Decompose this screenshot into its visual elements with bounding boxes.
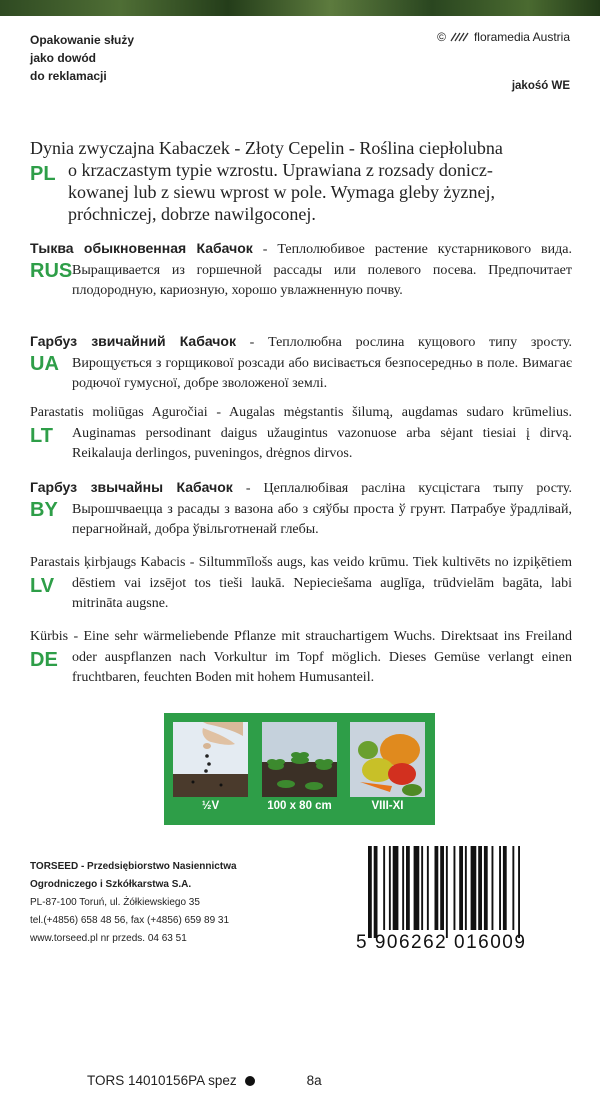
lang-code: RUS — [30, 260, 73, 282]
brand-name: floramedia Austria — [473, 30, 570, 44]
lang-body: - Теплолюбивое растение кустарникового вида. Выращивается из горшечной рассады или полевого посева. Предпочитает плодородную, кариозную, хорошо увлажненную почву. — [72, 242, 572, 298]
company-address: PL-87-100 Toruń, ul. Żółkiewskiego 35 — [30, 897, 200, 908]
lang-body: Kürbis - Eine sehr wärmeliebende Pflanze mit strauchartigem Wuchs. Direktsaat ins Freiland oder auspflanzen nach Vorkultur im Topf möglich. Dieses Gemüse verlangt einen fruchtbaren, feuchten Boden mit hohem Humusanteil. — [30, 629, 572, 685]
company-web: www.torseed.pl nr przeds. 04 63 51 — [30, 933, 187, 944]
lang-text-line: o krzaczastym typie wzrostu. Uprawiana z rozsady donicz- — [68, 160, 493, 180]
barcode-number: 5 906262 016009 — [356, 932, 527, 953]
lang-text — [30, 627, 572, 689]
lang-text — [30, 403, 572, 465]
lang-block-lv — [30, 553, 572, 615]
lang-text — [30, 553, 572, 615]
lang-body: Parastatis moliūgas Aguročiai - Augalas mėgstantis šilumą, augdamas sudaro krūmelius. Auginamas persodinant daigus užaugintus vazonuose arba sėjant tiesiai į dirvą. Reikalauja derlingos, puveningos, drėgnos dirvos. — [30, 405, 572, 461]
lang-body: - Теплолюбна рослина кущового типу зросту. Вирощується з горщикової розсади або висівається безпосередньо в поле. Вимагає родючої гумусної, добре зволоженої землі. — [72, 335, 572, 391]
lang-title: Гарбуз звичайний Кабачок — [30, 333, 236, 349]
lang-block-rus — [30, 238, 572, 302]
lang-block-lt — [30, 403, 572, 465]
lang-text-first-line: Dynia zwyczajna Kabaczek - Złoty Cepelin - Roślina ciepłolubna — [30, 138, 503, 158]
company-phone: tel.(+4856) 658 48 56, fax (+4856) 659 89 31 — [30, 915, 230, 926]
harvest-time-label: VIII-XI — [371, 800, 404, 812]
lang-code: PL — [30, 163, 56, 185]
print-code: TORS 14010156PA spez — [87, 1073, 237, 1088]
lang-code: LV — [30, 575, 55, 597]
bullet-dot — [245, 1076, 255, 1086]
complaint-line: do reklamacji — [30, 69, 107, 83]
floramedia-logo-icon — [450, 31, 470, 43]
brand-mark — [437, 30, 570, 44]
lang-text-line: kowanej lub z siewu wprost w pole. Wymaga gleby żyznej, — [68, 182, 495, 202]
lang-text-line: próchniczej, dobrze nawilgoconej. — [68, 204, 316, 224]
lang-text — [30, 137, 572, 225]
harvest-vegetables-icon — [350, 722, 425, 797]
lang-title: Тыква обыкновенная Кабачок — [30, 240, 253, 256]
complaint-line: jako dowód — [30, 51, 96, 65]
lang-title: Гарбуз звычайны Кабачок — [30, 479, 233, 495]
company-name-line: TORSEED - Przedsiębiorstwo Nasiennictwa — [30, 861, 237, 872]
footer — [87, 1073, 322, 1088]
lang-text — [30, 238, 572, 302]
lang-code: BY — [30, 499, 58, 521]
lang-block-by — [30, 477, 572, 541]
sowing-time-label: ½V — [201, 800, 220, 812]
spacing-label: 100 x 80 cm — [267, 800, 332, 812]
complaint-note — [30, 31, 134, 85]
lang-text — [30, 331, 572, 395]
lang-code: DE — [30, 649, 58, 671]
lang-text — [30, 477, 572, 541]
lang-code: UA — [30, 353, 59, 375]
barcode — [356, 846, 570, 956]
lang-block-de — [30, 627, 572, 689]
page-code: 8a — [306, 1073, 322, 1088]
lang-block-pl — [30, 137, 572, 225]
lang-code: LT — [30, 425, 53, 447]
growing-info-panel — [164, 713, 435, 825]
complaint-line: Opakowanie służy — [30, 33, 135, 47]
seedlings-spacing-icon — [262, 722, 337, 797]
company-info — [30, 858, 237, 948]
copyright-symbol: © — [437, 30, 446, 44]
quality-mark: jakośó WE — [511, 80, 570, 92]
company-name-line: Ogrodniczego i Szkółkarstwa S.A. — [30, 879, 192, 890]
sowing-hand-icon — [173, 722, 248, 797]
lang-body: - Цеплалюбівая расліна кусцістага тыпу росту. Вырошчваецца з расады з вазона або з сяўбы проста ў грунт. Патрабуе ўрадлівай, перагнойнай, добра ўвільготненай глебы. — [72, 481, 572, 537]
lang-block-ua — [30, 331, 572, 395]
lang-body: Parastais ķirbjaugs Kabacis - Siltummīlošs augs, kas veido krūmu. Tiek kultivēts no izpiķētiem dēstiem vai izsējot tos tieši laukā. Nepieciešama auglīga, trūdvielām bagāta, labi mitrināta augsne. — [30, 555, 572, 611]
top-photo-strip — [0, 0, 600, 16]
